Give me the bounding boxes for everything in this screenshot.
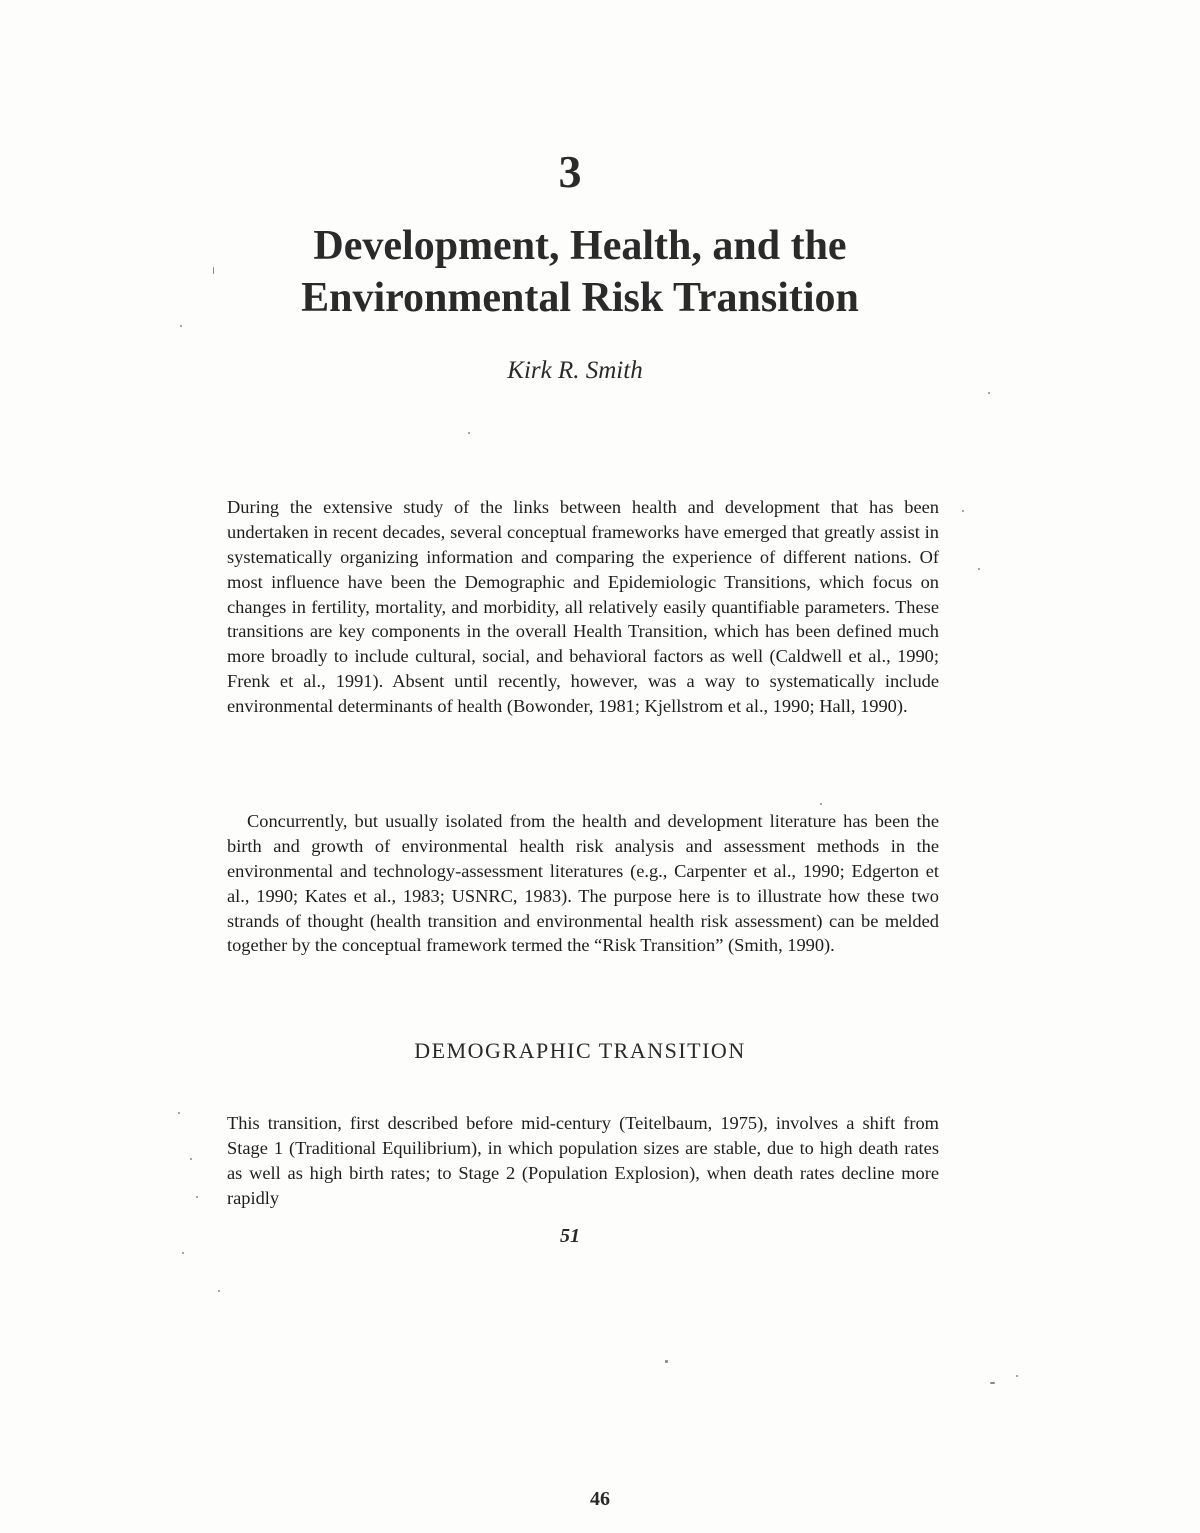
body-paragraph-1: During the extensive study of the links between health and development that has been undertaken in recent decades, several conceptual frameworks have emerged that greatly assist in systematically organizing information and comparing the experience of different nations. Of most influence have been the Demographic and Epidemiologic Transitions, which focus on changes in fertility, mortality, and morbidity, all relatively easily quantifiable parameters. These transitions are key components in the overall Health Transition, which has been defined much more broadly to include cultural, social, and behavioral factors as well (Caldwell et al., 1990; Frenk et al., 1991). Absent until recently, however, was a way to systematically include environmental determinants of health (Bowonder, 1981; Kjellstrom et al., 1990; Hall, 1990). xyxy=(227,497,939,716)
book-page-number: 51 xyxy=(560,1225,580,1247)
scan-speck xyxy=(190,1158,192,1160)
scan-speck xyxy=(988,392,990,394)
scan-speck xyxy=(990,1382,995,1384)
scan-speck xyxy=(213,267,214,274)
scan-speck xyxy=(196,1196,198,1198)
scan-speck xyxy=(1016,1375,1018,1377)
scan-speck xyxy=(182,1252,184,1254)
scan-speck xyxy=(978,568,980,570)
scan-speck xyxy=(962,510,964,512)
body-paragraph-2: Concurrently, but usually isolated from the health and development literature has been the birth and growth of environmental health risk analysis and assessment methods in the environmental and technology-assessment literatures (e.g., Carpenter et al., 1990; Edgerton et al., 1990; Kates et al., 1983; USNRC, 1983). The purpose here is to illustrate how these two strands of thought (health transition and environmental health risk assessment) can be melded together by the conceptual framework termed the “Risk Transition” (Smith, 1990). xyxy=(227,811,939,956)
scan-speck xyxy=(665,1360,668,1363)
scan-speck xyxy=(180,325,182,327)
section-paragraph: This transition, first described before mid-century (Teitelbaum, 1975), involves a shift from Stage 1 (Traditional Equilibrium), in which population sizes are stable, due to high death rates as well as high birth rates; to Stage 2 (Population Explosion), when death rates decline more rapidly xyxy=(227,1113,939,1208)
scan-page-number: 46 xyxy=(590,1488,610,1510)
scan-speck xyxy=(218,1290,220,1292)
section-heading: DEMOGRAPHIC TRANSITION xyxy=(414,1038,746,1063)
author-name: Kirk R. Smith xyxy=(507,357,643,384)
chapter-number: 3 xyxy=(558,146,582,197)
chapter-title: Development, Health, and the Environmental Risk Transition xyxy=(301,223,859,321)
scan-speck xyxy=(468,432,470,434)
scan-speck xyxy=(178,1112,180,1114)
scan-speck xyxy=(820,803,822,805)
